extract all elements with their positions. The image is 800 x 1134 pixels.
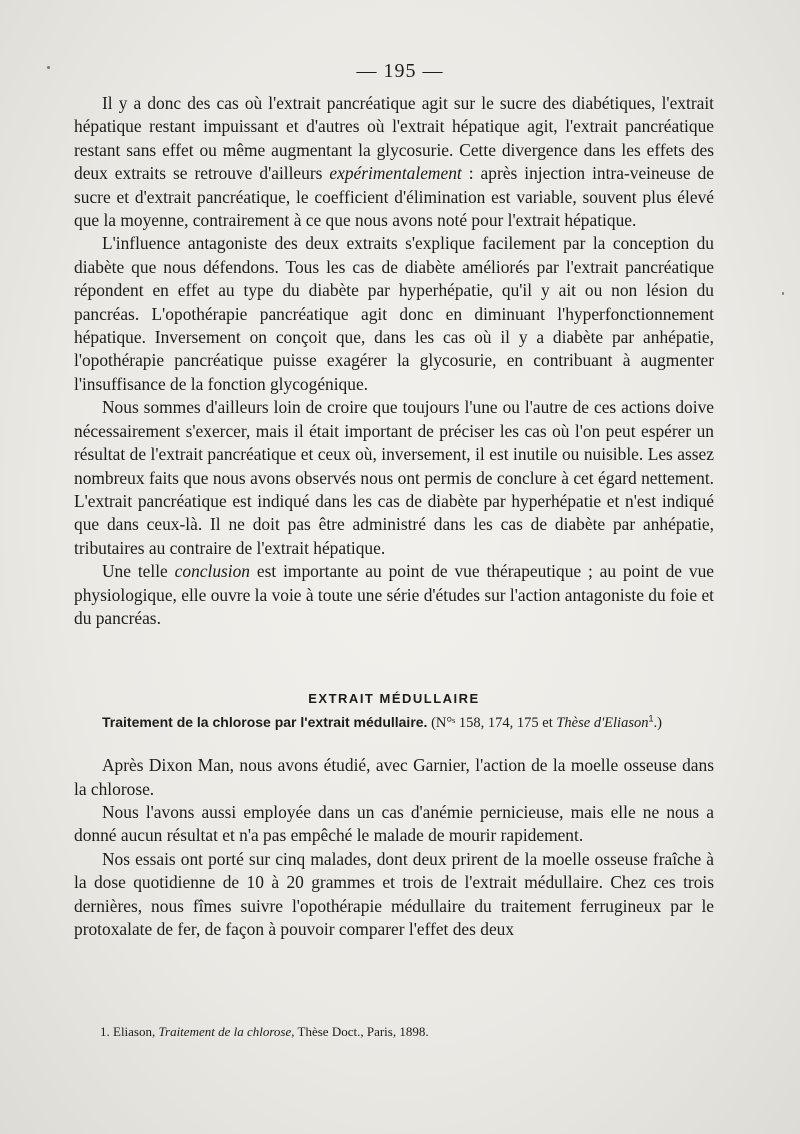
section-paragraph-1: Après Dixon Man, nous avons étudié, avec Garnier, l'action de la moelle osseuse dans la chlorose. [74, 755, 714, 799]
section-title: EXTRAIT MÉDULLAIRE [308, 691, 480, 707]
paragraph-4: Une telle conclusion est importante au point de vue thérapeutique ; au point de vue physiologique, elle ouvre la voie à toute une série d'études sur l'action antagoniste du foie et du pancréas. [74, 561, 714, 628]
paragraph-1: Il y a donc des cas où l'extrait pancréatique agit sur le sucre des diabétiques, l'extrait hépatique restant impuissant et d'autres où l'extrait hépatique agit, l'extrait pancréatique restant sans effet ou même augmentant la glycosurie. Cette divergence dans les effets des deux extraits se retrouve d'ailleurs expérimentalement : après injection intra-veineuse de sucre et d'extrait pancréatique, le coefficient d'élimination est variable, souvent plus élevé que la moyenne, contrairement à ce que nous avons noté pour l'extrait hépatique. [74, 93, 714, 231]
section-paragraph-3: Nos essais ont porté sur cinq malades, dont deux prirent de la moelle osseuse fraîche à la dose quotidienne de 10 à 20 grammes et trois de l'extrait médullaire. Chez ces trois dernières, nous fîmes suivre l'opothérapie médullaire du traitement ferrugineux par le protoxalate de fer, de façon à pouvoir comparer l'effet des deux [74, 848, 714, 939]
page-number: — 195 — [356, 60, 444, 82]
section-paragraph-2: Nous l'avons aussi employée dans un cas d'anémie pernicieuse, mais elle ne nous a donné aucun résultat et n'a pas empêché le malade de mourir rapidement. [74, 801, 714, 846]
paragraph-3: Nous sommes d'ailleurs loin de croire que toujours l'une ou l'autre de ces actions doive nécessairement s'exercer, mais il était important de préciser les cas où l'on peut espérer un résultat de l'extrait pancréatique et ceux où, inversement, il est inutile ou nuisible. Les assez nombreux faits que nous avons observés nous ont permis de conclure à cet égard nettement. L'extrait pancréatique est indiqué dans les cas de diabète par hyperhépatie et n'est indiqué que dans ceux-là. Il ne doit pas être administré dans les cas de diabète par anhépatie, tributaires au contraire de l'extrait hépatique. [74, 397, 714, 558]
scan-speck [782, 292, 784, 295]
main-text [74, 92, 714, 941]
paragraph-2: L'influence antagoniste des deux extraits s'explique facilement par la conception du diabète que nous défendons. Tous les cas de diabète améliorés par l'extrait pancréatique répondent en effet au type du diabète par hyperhépatie, qu'il y ait ou non lésion du pancréas. L'opothérapie pancréatique agit donc en diminuant l'hyperfonctionnement hépatique. Inversement on conçoit que, dans les cas où il y a diabète par anhépatie, l'opothérapie pancréatique puisse exagérer la glycosurie, en contribuant à augmenter l'insuffisance de la fonction glycogénique. [74, 233, 714, 394]
subheading: Traitement de la chlorose par l'extrait médullaire. (N°ˢ 158, 174, 175 et Thèse d'Eliason$^1$.) [102, 713, 662, 731]
section-body [74, 754, 714, 941]
footnote: 1. Eliason, Traitement de la chlorose, Thèse Doct., Paris, 1898. [100, 1024, 429, 1039]
